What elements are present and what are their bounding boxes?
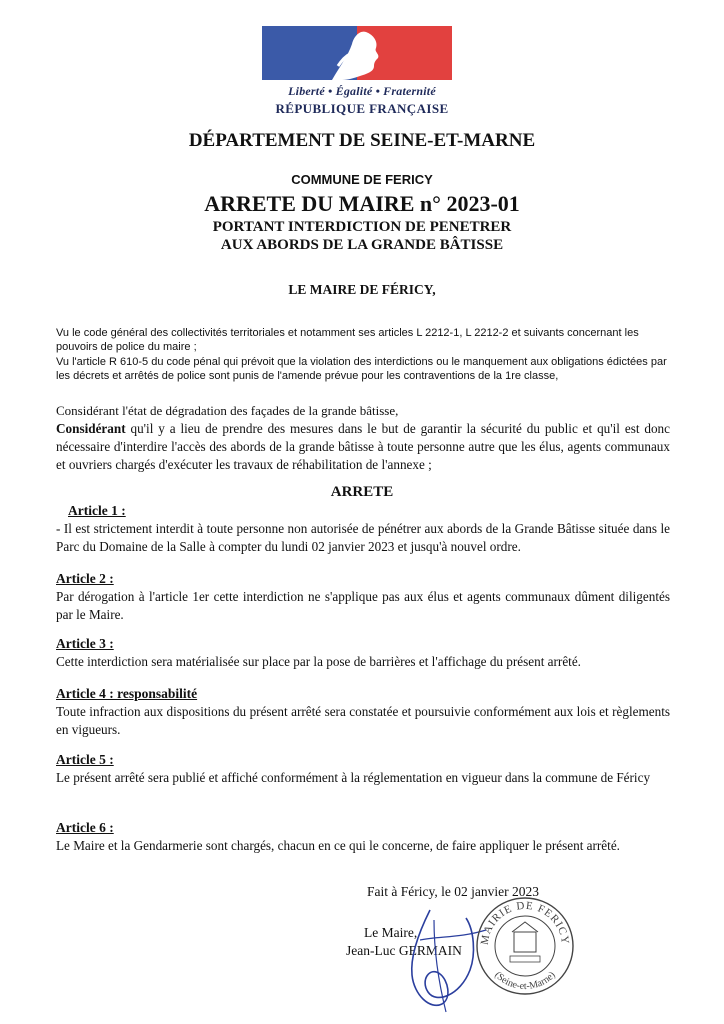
article-6-title: Article 6 : — [56, 820, 114, 835]
article-1-title: Article 1 : — [68, 503, 126, 518]
svg-text:MAIRIE DE FERICY — [479, 900, 571, 946]
preamble-vu-code: Vu le code général des collectivités territoriales et notamment ses articles L 2212-1, L 2212-2 et suivants concernant les pouvoirs de police du maire ; — [56, 327, 639, 353]
mairie-stamp — [470, 888, 580, 998]
article-5-title: Article 5 : — [56, 752, 114, 767]
department-heading: DÉPARTEMENT DE SEINE-ET-MARNE — [188, 130, 536, 151]
preamble-considerant-2 — [56, 420, 670, 474]
article-6-body: Le Maire et la Gendarmerie sont chargés, chacun en ce qui le concerne, de faire appliquer le présent arrêté. — [56, 838, 620, 853]
commune-heading: COMMUNE DE FERICY — [291, 172, 433, 187]
considerant-text: qu'il y a lieu de prendre des mesures dans le but de garantir la sécurité du public et qu'il est donc nécessaire d'interdire l'accès des abords de la grande bâtisse à toute personne autre que les élus, agents communaux et ouvriers chargés d'exécuter les travaux de réhabilitation de l'annexe ; — [56, 421, 670, 472]
signatory-name: Jean-Luc GERMAIN — [346, 943, 462, 958]
article-1-body: - Il est strictement interdit à toute personne non autorisée de pénétrer aux abords de la Grande Bâtisse située dans le Parc du Domaine de la Salle à compter du lundi 02 janvier 2023 et jusqu'à nouvel ordre. — [56, 521, 670, 554]
article-3-body: Cette interdiction sera matérialisée sur place par la pose de barrières et l'affichage du présent arrêté. — [56, 654, 581, 669]
preamble-vu-article: Vu l'article R 610-5 du code pénal qui prévoit que la violation des interdictions ou le manquement aux obligations édictées par les décrets et arrêtés de police sont punis de l'amende prévue pour les contraventions de la 1re classe, — [56, 356, 667, 382]
decree-subtitle-line2: AUX ABORDS DE LA GRANDE BÂTISSE — [220, 237, 504, 253]
signatory-role: Le Maire, — [364, 925, 418, 940]
republique-francaise: RÉPUBLIQUE FRANÇAISE — [275, 101, 449, 116]
article-4-body: Toute infraction aux dispositions du présent arrêté sera constatée et poursuivie conformément aux lois et règlements en vigueurs. — [56, 704, 670, 737]
considerant-bold: Considérant — [56, 421, 126, 436]
decree-title: ARRETE DU MAIRE n° 2023-01 — [204, 191, 520, 216]
maire-heading: LE MAIRE DE FÉRICY, — [288, 282, 436, 297]
stamp-bottom-text: (Seine-et-Marne) — [492, 969, 558, 993]
arrete-heading: ARRETE — [330, 484, 394, 500]
article-2-body: Par dérogation à l'article 1er cette interdiction ne s'applique pas aux élus et agents communaux dûment diligentés par le Maire. — [56, 589, 670, 622]
article-3-title: Article 3 : — [56, 636, 114, 651]
decree-subtitle-line1: PORTANT INTERDICTION DE PENETRER — [212, 219, 512, 235]
preamble-considerant-1: Considérant l'état de dégradation des façades de la grande bâtisse, — [56, 403, 399, 418]
place-date: Fait à Féricy, le 02 janvier 2023 — [367, 884, 539, 899]
republic-motto: Liberté • Égalité • Fraternité — [288, 84, 436, 98]
article-2-title: Article 2 : — [56, 571, 114, 586]
stamp-top-text: MAIRIE DE FERICY — [478, 899, 572, 946]
article-5-body: Le présent arrêté sera publié et affiché conformément à la réglementation en vigueur dans la commune de Féricy — [56, 770, 651, 785]
article-4-title: Article 4 : responsabilité — [56, 686, 198, 701]
